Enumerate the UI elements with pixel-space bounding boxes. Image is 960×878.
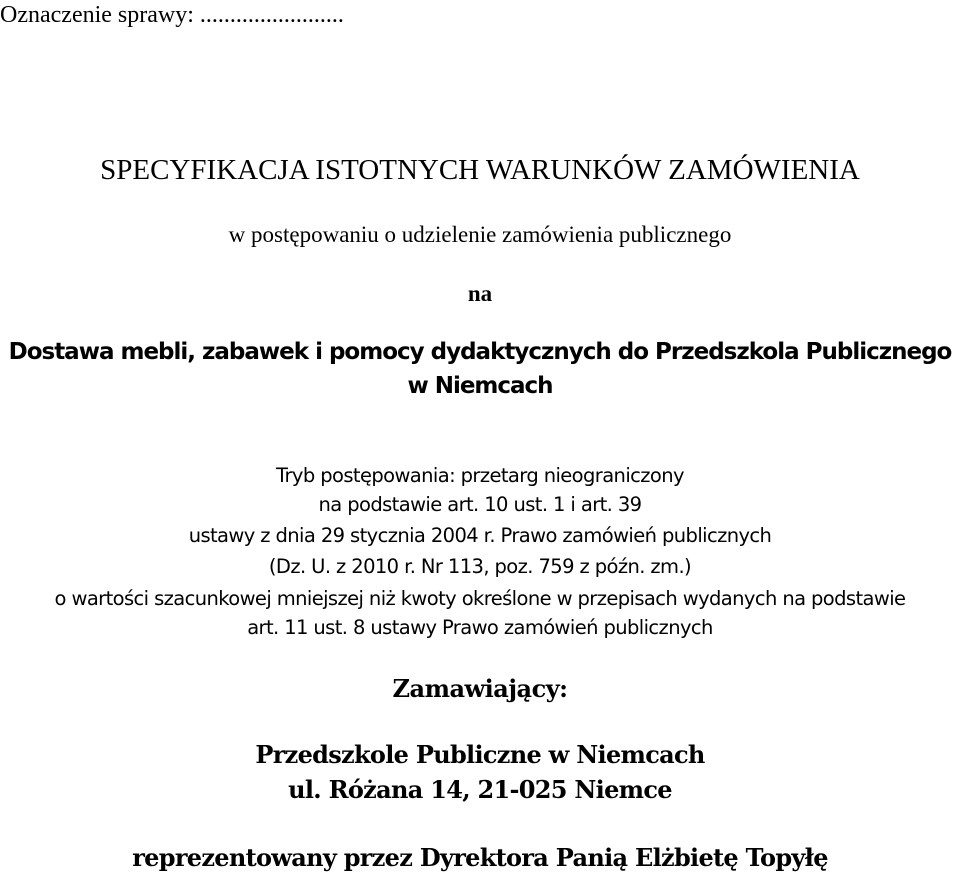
procedure-line: Tryb postępowania: przetarg nieograniczony [276, 464, 684, 487]
document-title: SPECYFIKACJA ISTOTNYCH WARUNKÓW ZAMÓWIENIA [100, 154, 860, 186]
contract-subject-line: w Niemcach [407, 373, 553, 399]
contracting-authority-label: Zamawiający: [392, 674, 568, 703]
contract-subject-line: Dostawa mebli, zabawek i pomocy dydaktycznych do Przedszkola Publicznego [8, 339, 952, 365]
connector-word: na [467, 281, 493, 306]
contracting-authority-name: Przedszkole Publiczne w Niemcach [255, 740, 705, 769]
procedure-line: (Dz. U. z 2010 r. Nr 113, poz. 759 z późn. zm.) [268, 555, 692, 578]
representative-line: reprezentowany przez Dyrektora Panią Elżbietę Topyłę [132, 843, 828, 872]
procedure-line: art. 11 ust. 8 ustawy Prawo zamówień publicznych [247, 616, 713, 639]
case-reference: Oznaczenie sprawy: ........................ [0, 2, 344, 28]
procedure-line: ustawy z dnia 29 stycznia 2004 r. Prawo zamówień publicznych [188, 524, 772, 547]
document-subtitle: w postępowaniu o udzielenie zamówienia publicznego [228, 222, 732, 247]
procedure-line: na podstawie art. 10 ust. 1 i art. 39 [318, 493, 642, 516]
procedure-line: o wartości szacunkowej mniejszej niż kwoty określone w przepisach wydanych na podstawie [54, 587, 906, 610]
contracting-authority-address: ul. Różana 14, 21-025 Niemce [288, 775, 672, 804]
